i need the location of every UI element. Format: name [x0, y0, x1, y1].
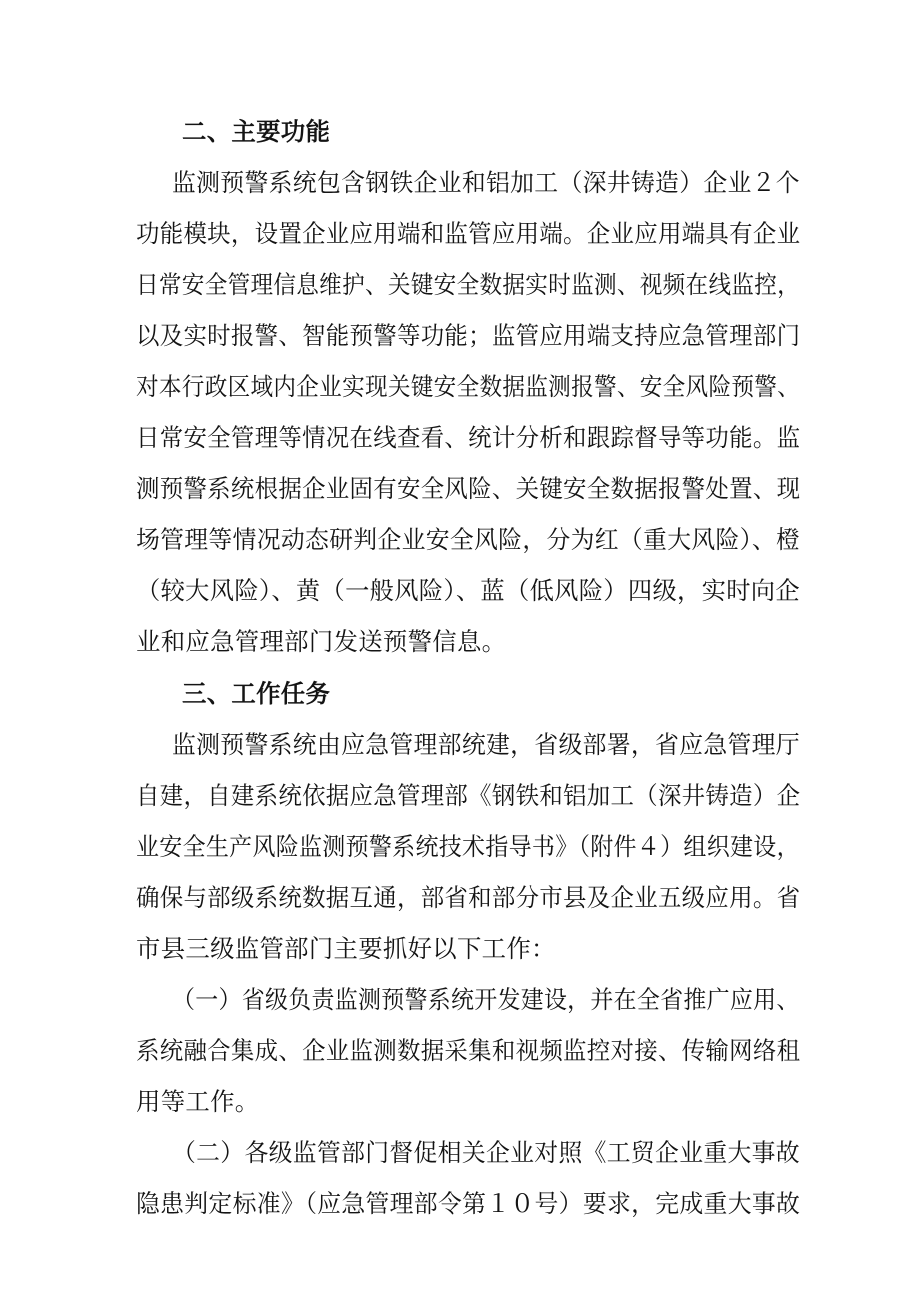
- paragraph-line: 对本行政区域内企业实现关键安全数据监测报警、安全风险预警、: [136, 372, 801, 401]
- paragraph-line: 监测预警系统包含钢铁企业和铝加工（深井铸造）企业２个: [172, 168, 800, 197]
- paragraph-line: 以及实时报警、智能预警等功能；监管应用端支持应急管理部门: [136, 321, 801, 350]
- paragraph-line: 测预警系统根据企业固有安全风险、关键安全数据报警处置、现: [136, 474, 801, 503]
- list-item-line: 用等工作。: [136, 1087, 260, 1116]
- list-item-line: 隐患判定标准》（应急管理部令第１０号）要求，完成重大事故: [136, 1189, 801, 1218]
- paragraph-line: 日常安全管理等情况在线查看、统计分析和跟踪督导等功能。监: [136, 423, 801, 452]
- section-heading-work-tasks: 三、工作任务: [182, 679, 331, 708]
- paragraph-line: 监测预警系统由应急管理部统建，省级部署，省应急管理厅: [172, 730, 800, 759]
- paragraph-line: 确保与部级系统数据互通，部省和部分市县及企业五级应用。省: [136, 883, 801, 912]
- list-item-line: （二）各级监管部门督促相关企业对照《工贸企业重大事故: [172, 1138, 800, 1167]
- list-item-line: （一）省级负责监测预警系统开发建设，并在全省推广应用、: [172, 985, 800, 1014]
- paragraph-line: 市县三级监管部门主要抓好以下工作：: [136, 934, 556, 963]
- paragraph-line: 业安全生产风险监测预警系统技术指导书》（附件４）组织建设，: [136, 832, 800, 861]
- paragraph-line: 日常安全管理信息维护、关键安全数据实时监测、视频在线监控，: [136, 270, 801, 299]
- section-heading-main-functions: 二、主要功能: [182, 117, 331, 146]
- paragraph-line: 功能模块，设置企业应用端和监管应用端。企业应用端具有企业: [136, 219, 801, 248]
- paragraph-line: 自建，自建系统依据应急管理部《钢铁和铝加工（深井铸造）企: [136, 781, 801, 810]
- list-item-line: 系统融合集成、企业监测数据采集和视频监控对接、传输网络租: [136, 1036, 801, 1065]
- paragraph-line: 场管理等情况动态研判企业安全风险，分为红（重大风险）、橙: [136, 525, 801, 554]
- paragraph-line: （较大风险）、黄（一般风险）、蓝（低风险）四级，实时向企: [136, 576, 800, 605]
- paragraph-line: 业和应急管理部门发送预警信息。: [136, 627, 507, 656]
